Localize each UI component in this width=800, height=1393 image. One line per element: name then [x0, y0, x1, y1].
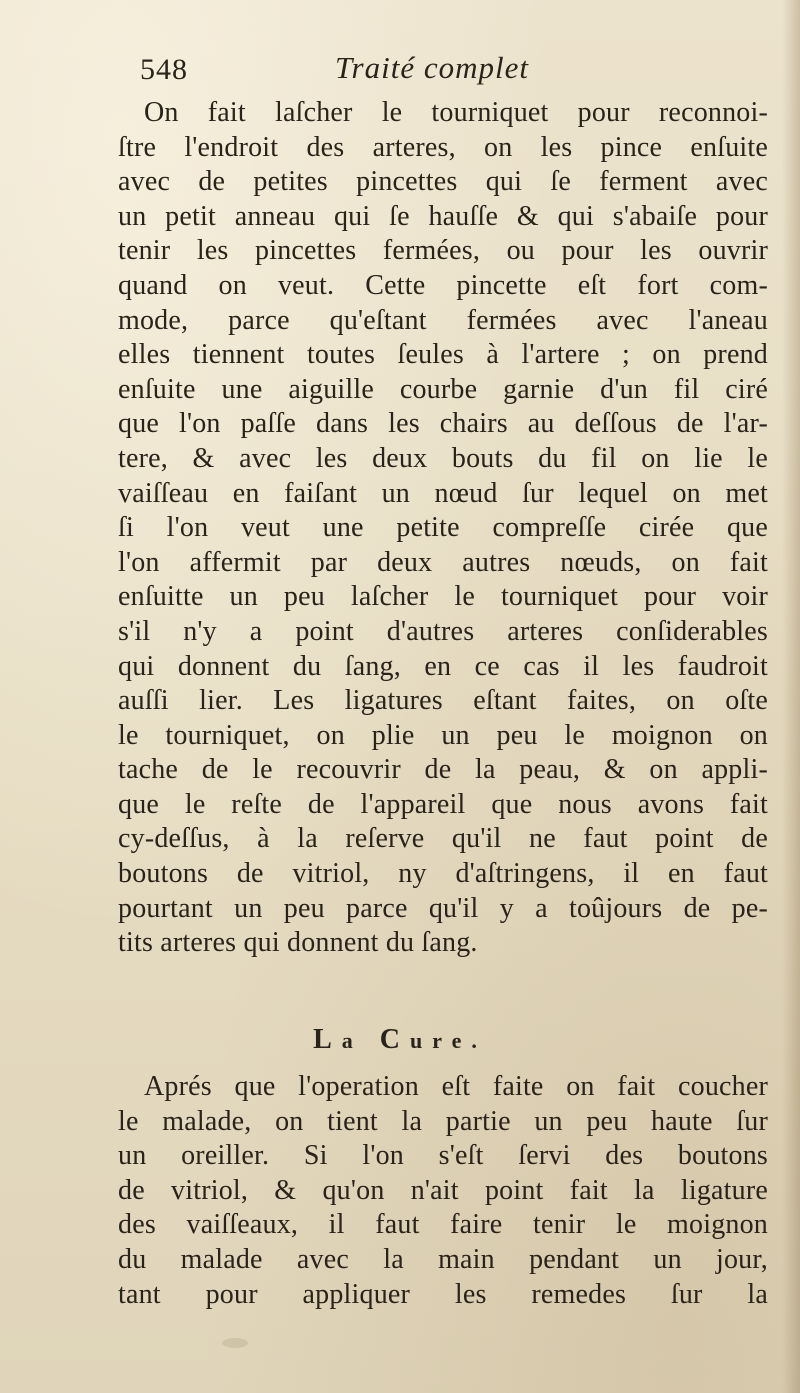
page-header	[140, 44, 740, 96]
text-line: tenir les pincettes fermées, ou pour les ouvrir	[118, 235, 768, 267]
text-line: quand on veut. Cette pincette eſt fort com-	[118, 269, 768, 301]
text-line: que le reſte de l'appareil que nous avons fait	[118, 788, 768, 820]
text-line: elles tiennent toutes ſeules à l'artere ; on prend	[118, 339, 768, 371]
text-line: un oreiller. Si l'on s'eſt ſervi des boutons	[118, 1140, 768, 1172]
text-line: de vitriol, & qu'on n'ait point fait la ligature	[118, 1174, 768, 1206]
text-line: s'il n'y a point d'autres arteres conſiderables	[118, 615, 768, 647]
text-line: vaiſſeau en faiſant un nœud ſur lequel on met	[118, 477, 768, 509]
text-line: boutons de vitriol, ny d'aſtringens, il en faut	[118, 858, 768, 890]
text-line: ſtre l'endroit des arteres, on les pince enſuite	[118, 131, 768, 163]
text-line: ſi l'on veut une petite compreſſe cirée que	[118, 512, 768, 544]
text-line: un petit anneau qui ſe hauſſe & qui s'abaiſe pour	[118, 200, 768, 232]
text-line: auſſi lier. Les ligatures eſtant faites, on oſte	[118, 685, 768, 717]
text-line: cy-deſſus, à la reſerve qu'il ne faut point de	[118, 823, 768, 855]
text-line: Aprés que l'operation eſt faite on fait coucher	[144, 1071, 768, 1102]
text-line: enſuite une aiguille courbe garnie d'un fil ciré	[118, 373, 768, 405]
text-line: mode, parce qu'eſtant fermées avec l'aneau	[118, 304, 768, 336]
text-line: l'on affermit par deux autres nœuds, on fait	[118, 546, 768, 578]
ink-smudge	[222, 1338, 248, 1348]
text-line: qui donnent du ſang, en ce cas il les faudroit	[118, 650, 768, 682]
text-line: enſuitte un peu laſcher le tourniquet pour voir	[118, 581, 768, 613]
text-line: tits arteres qui donnent du ſang.	[118, 927, 478, 959]
heading-small-caps: ure.	[410, 1028, 487, 1053]
text-line: des vaiſſeaux, il faut faire tenir le moignon	[118, 1209, 768, 1241]
text-line: tant pour appliquer les remedes ſur la	[118, 1278, 768, 1310]
paragraph-1	[118, 96, 768, 961]
text-line: On fait laſcher le tourniquet pour reconnoi-	[144, 97, 768, 128]
section-heading	[0, 1020, 800, 1060]
heading-small-caps: a	[341, 1028, 363, 1053]
page-number: 548	[140, 53, 188, 86]
running-title: Traité complet	[335, 50, 529, 85]
heading-initial: L	[313, 1024, 342, 1055]
text-line: le tourniquet, on plie un peu le moignon on	[118, 719, 768, 751]
text-line: tache de le recouvrir de la peau, & on appli-	[118, 754, 768, 786]
text-line: que l'on paſſe dans les chairs au deſſous de l'ar-	[118, 408, 768, 440]
page-edge-shadow	[782, 0, 800, 1393]
text-line: pourtant un peu parce qu'il y a toûjours de pe-	[118, 892, 768, 924]
paragraph-2	[118, 1070, 768, 1312]
text-line: le malade, on tient la partie un peu haute ſur	[118, 1105, 768, 1137]
text-line: avec de petites pincettes qui ſe ferment avec	[118, 166, 768, 198]
text-line: du malade avec la main pendant un jour,	[118, 1243, 768, 1275]
heading-initial: C	[379, 1024, 411, 1055]
text-line: tere, & avec les deux bouts du fil on lie le	[118, 442, 768, 474]
